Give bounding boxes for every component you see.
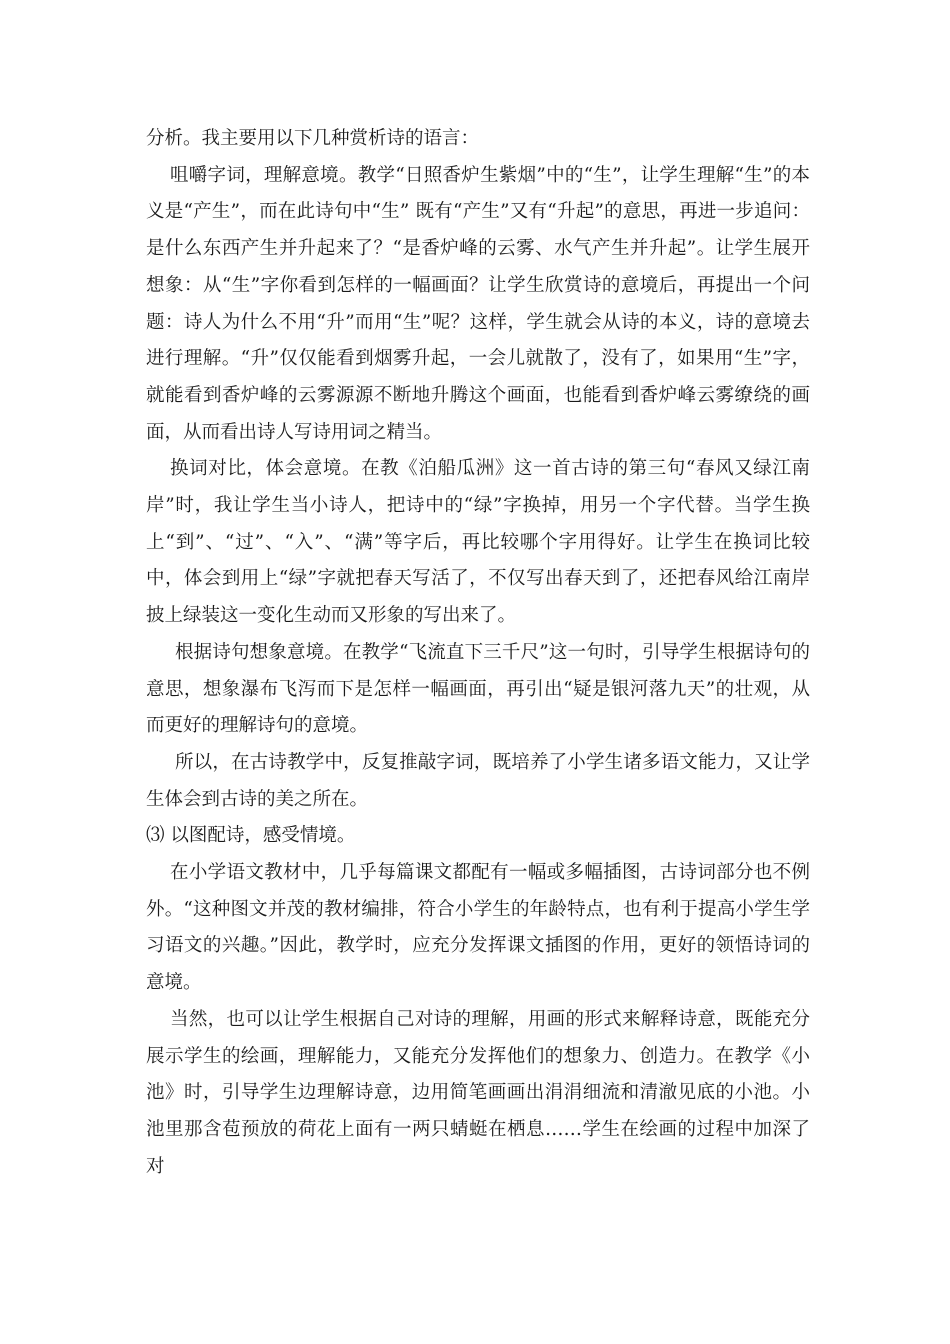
paragraph-intro: 分析。我主要用以下几种赏析诗的语言： xyxy=(146,128,480,149)
document-body xyxy=(146,121,810,1185)
paragraph-drawing: 当然，也可以让学生根据自己对诗的理解，用画的形式来解释诗意，既能充分展示学生的绘画，理解能力，又能充分发挥他们的想象力、创造力。在教学《小池》时，引导学生边理解诗意，边用简笔画画出涓涓细流和清澈见底的小池。小池里那含苞预放的荷花上面有一两只蜻蜓在栖息……学生在绘画的过程中加深了对 xyxy=(146,1008,810,1177)
paragraph-illustrations: 在小学语文教材中，几乎每篇课文都配有一幅或多幅插图，古诗词部分也不例外。“这种图文并茂的教材编排，符合小学生的年龄特点，也有利于提高小学生学习语文的兴趣。”因此，教学时，应充分发挥课文插图的作用，更好的领悟诗词的意境。 xyxy=(146,862,810,994)
section-heading-picture-poem: ⑶ 以图配诗，感受情境。 xyxy=(146,825,356,847)
paragraph-word-substitution: 换词对比，体会意境。在教《泊船瓜洲》这一首古诗的第三句“春风又绿江南岸”时，我让学生当小诗人，把诗中的“绿”字换掉，用另一个字代替。当学生换上“到”、“过”、“入”、“满”等字后，再比较哪个字用得好。让学生在换词比较中，体会到用上“绿”字就把春天写活了，不仅写出春天到了，还把春风给江南岸披上绿装这一变化生动而又形象的写出来了。 xyxy=(146,458,810,627)
paragraph-summary: 所以，在古诗教学中，反复推敲字词，既培养了小学生诸多语文能力，又让学生体会到古诗的美之所在。 xyxy=(146,751,810,810)
paragraph-chewing-words: 咀嚼字词，理解意境。教学“日照香炉生紫烟”中的“生”，让学生理解“生”的本义是“产生”，而在此诗句中“生” 既有“产生”又有“升起”的意思，再进一步追问：是什么东西产生并升起来了？“是香炉峰的云雾、水气产生并升起”。让学生展开想象：从“生”字你看到怎样的一幅画面？让学生欣赏诗的意境后，再提出一个问题：诗人为什么不用“升”而用“生”呢？这样，学生就会从诗的本义，诗的意境去进行理解。“升”仅仅能看到烟雾升起，一会儿就散了，没有了，如果用“生”字，就能看到香炉峰的云雾源源不断地升腾这个画面，也能看到香炉峰云雾缭绕的画面，从而看出诗人写诗用词之精当。 xyxy=(146,164,810,443)
paragraph-imagine-scene: 根据诗句想象意境。在教学“飞流直下三千尺”这一句时，引导学生根据诗句的意思，想象瀑布飞泻而下是怎样一幅画面，再引出“疑是银河落九天”的壮观，从而更好的理解诗句的意境。 xyxy=(146,641,810,737)
